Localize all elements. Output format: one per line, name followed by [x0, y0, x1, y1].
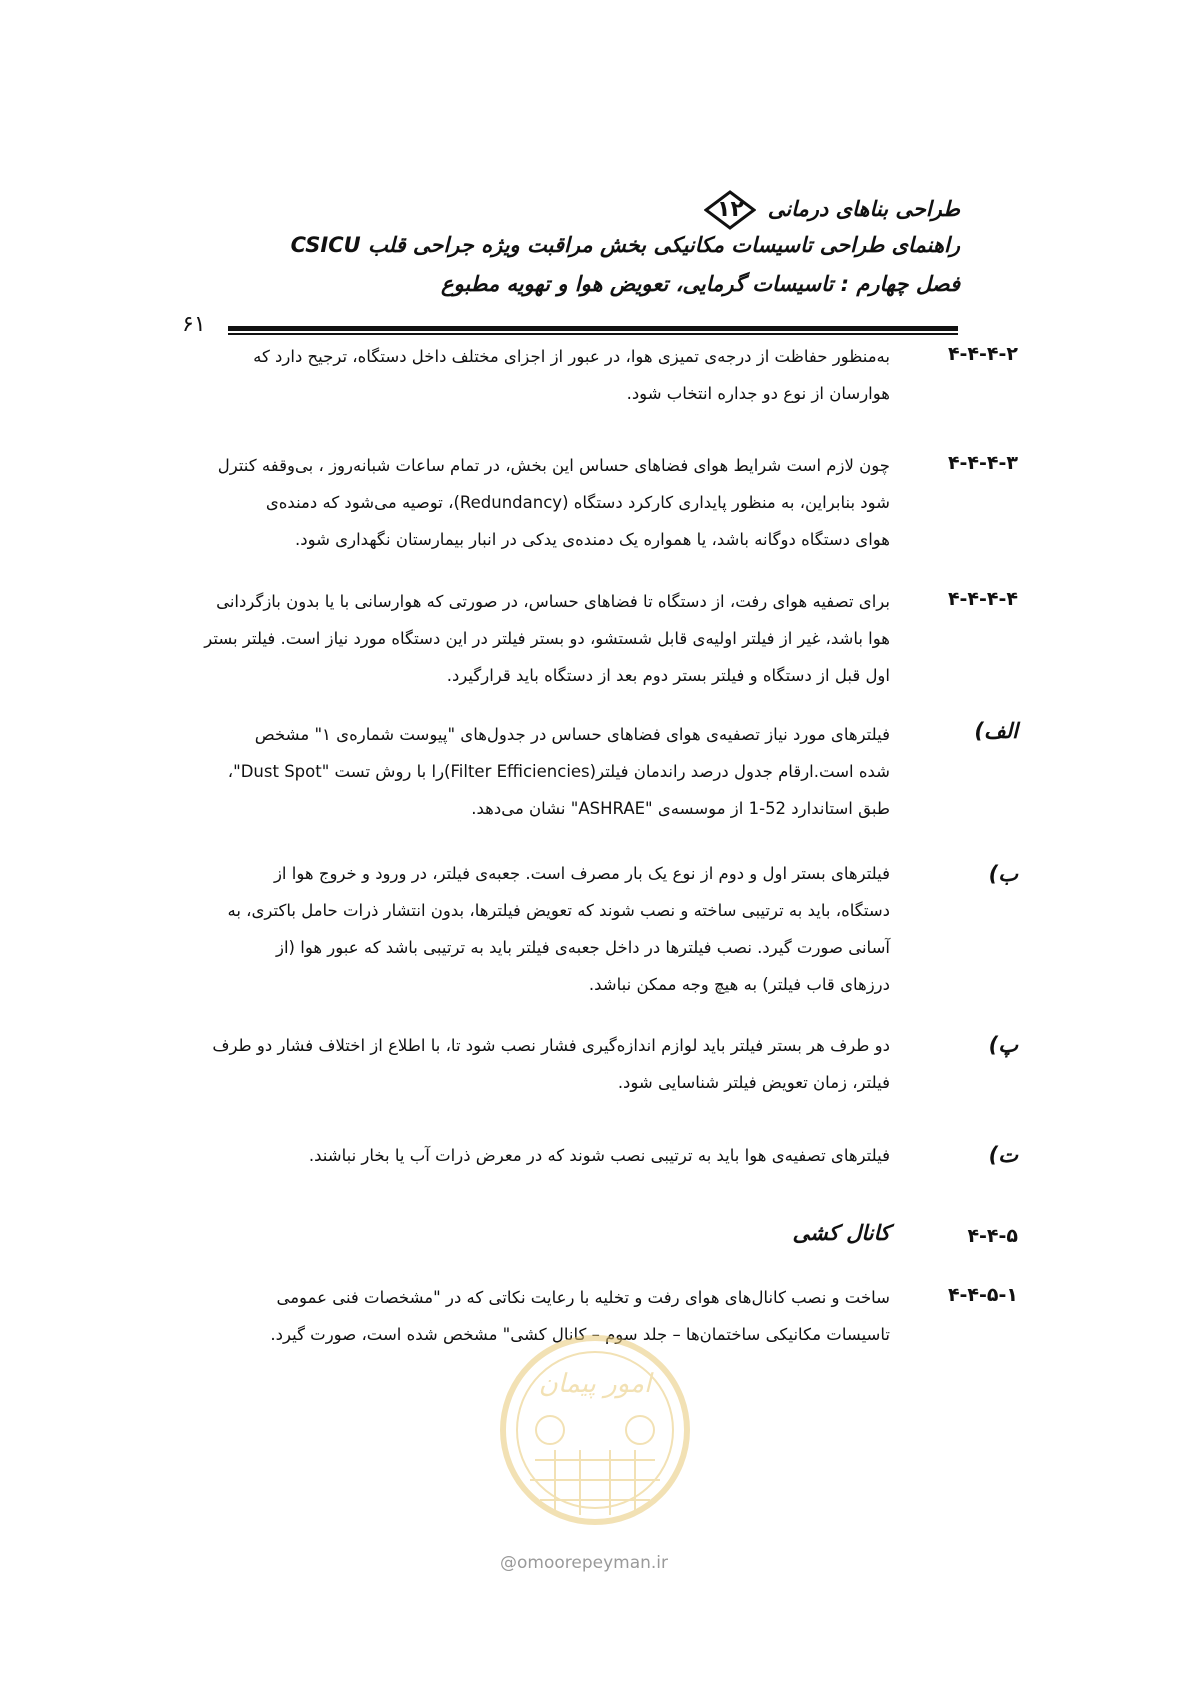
paragraph-body: [180, 1027, 890, 1101]
text-line: شده است.ارقام جدول درصد راندمان فیلتر(Filter Efficiencies)را با روش تست "Dust Spot"،: [227, 762, 890, 781]
watermark-seal-icon: [495, 1330, 695, 1540]
paragraph-number: ۴-۴-۵-۱: [947, 1284, 1018, 1306]
text-line: آسانی صورت گیرد. نصب فیلترها در داخل جعبه‌ی فیلتر باید به ترتیبی باشد که عبور هوا (از: [276, 938, 890, 957]
paragraph-number: ۴-۴-۴-۲: [947, 343, 1018, 365]
text-line: چون لازم است شرایط هوای فضاهای حساس این بخش، در تمام ساعات شبانه‌روز ، بی‌وقفه کنترل: [217, 456, 890, 475]
paragraph-body: [180, 716, 890, 827]
seal-text: امور پیمان: [538, 1369, 652, 1399]
paragraph-letter: ب): [988, 862, 1018, 886]
section-number: ۴-۴-۵: [967, 1225, 1018, 1247]
text-line: فیلترهای بستر اول و دوم از نوع یک بار مصرف است. جعبه‌ی فیلتر، در ورود و خروج هوا از: [273, 864, 890, 883]
text-line: هوارسان از نوع دو جداره انتخاب شود.: [626, 384, 890, 403]
chapter-title: فصل چهارم : تاسیسات گرمایی، تعویض هوا و تهویه مطبوع: [441, 272, 960, 296]
text-line: فیلترهای تصفیه‌ی هوا باید به ترتیبی نصب شوند که در معرض ذرات آب یا بخار نباشند.: [308, 1146, 890, 1165]
text-line: به‌منظور حفاظت از درجه‌ی تمیزی هوا، در عبور از اجزای مختلف داخل دستگاه، ترجیح دارد که: [253, 347, 890, 366]
text-line: اول قبل از دستگاه و فیلتر بستر دوم بعد از دستگاه باید قرارگیرد.: [446, 666, 890, 685]
volume-badge: [704, 190, 756, 230]
text-line: هوای دستگاه دوگانه باشد، یا همواره یک دمنده‌ی یدکی در انبار بیمارستان نگهداری شود.: [295, 530, 890, 549]
text-line: تاسیسات مکانیکی ساختمان‌ها – جلد سوم – کانال کشی" مشخص شده است، صورت گیرد.: [270, 1325, 890, 1344]
paragraph-letter: الف): [974, 719, 1018, 743]
paragraph-body: [180, 583, 890, 694]
section-title: کانال کشی: [792, 1221, 890, 1245]
paragraph-body: [180, 447, 890, 558]
text-line: طبق استاندارد 52-1 از موسسه‌ی "ASHRAE" نشان می‌دهد.: [471, 799, 890, 818]
guide-title: راهنمای طراحی تاسیسات مکانیکی بخش مراقبت ویژه جراحی قلب CSICU: [290, 233, 960, 257]
volume-number: ۱۲: [717, 197, 744, 222]
text-line: فیلترهای مورد نیاز تصفیه‌ی هوای فضاهای حساس در جدول‌های "پیوست شماره‌ی ۱" مشخص: [254, 725, 890, 744]
paragraph-number: ۴-۴-۴-۳: [947, 452, 1018, 474]
text-line: فیلتر، زمان تعویض فیلتر شناسایی شود.: [617, 1073, 890, 1092]
text-line: ساخت و نصب کانال‌های هوای رفت و تخلیه با رعایت نکاتی که در "مشخصات فنی عمومی: [276, 1288, 890, 1307]
text-line: دستگاه، باید به ترتیبی ساخته و نصب شوند که تعویض فیلترها، بدون انتشار ذرات حامل باکتری، به: [227, 901, 890, 920]
paragraph-number: ۴-۴-۴-۴: [947, 588, 1018, 610]
watermark-url: @omoorepeyman.ir: [500, 1553, 669, 1573]
text-line: درزهای قاب فیلتر) به هیچ وجه ممکن نباشد.: [588, 975, 890, 994]
paragraph-body: [180, 338, 890, 412]
header-rule-thin: [228, 333, 958, 335]
book-title: [180, 190, 960, 230]
paragraph-letter: پ): [988, 1033, 1018, 1057]
text-line: دو طرف هر بستر فیلتر باید لوازم اندازه‌گیری فشار نصب شود تا، با اطلاع از اختلاف فشار دو طرف: [212, 1036, 890, 1055]
header-rule-thick: [228, 326, 958, 331]
page-number: ۶۱: [182, 312, 206, 337]
text-line: هوا باشد، غیر از فیلتر اولیه‌ی قابل شستشو، دو بستر فیلتر در این دستگاه مورد نیاز است. فیلتر بستر: [204, 629, 890, 648]
paragraph-body: [180, 1137, 890, 1174]
text-line: شود بنابراین، به منظور پایداری کارکرد دستگاه (Redundancy)، توصیه می‌شود که دمنده‌ی: [265, 493, 890, 512]
book-title-text: طراحی بناهای درمانی: [767, 197, 960, 221]
paragraph-body: [180, 855, 890, 1003]
paragraph-letter: ت): [988, 1143, 1018, 1167]
text-line: برای تصفیه هوای رفت، از دستگاه تا فضاهای حساس، در صورتی که هوارسانی با یا بدون بازگردانی: [216, 592, 890, 611]
